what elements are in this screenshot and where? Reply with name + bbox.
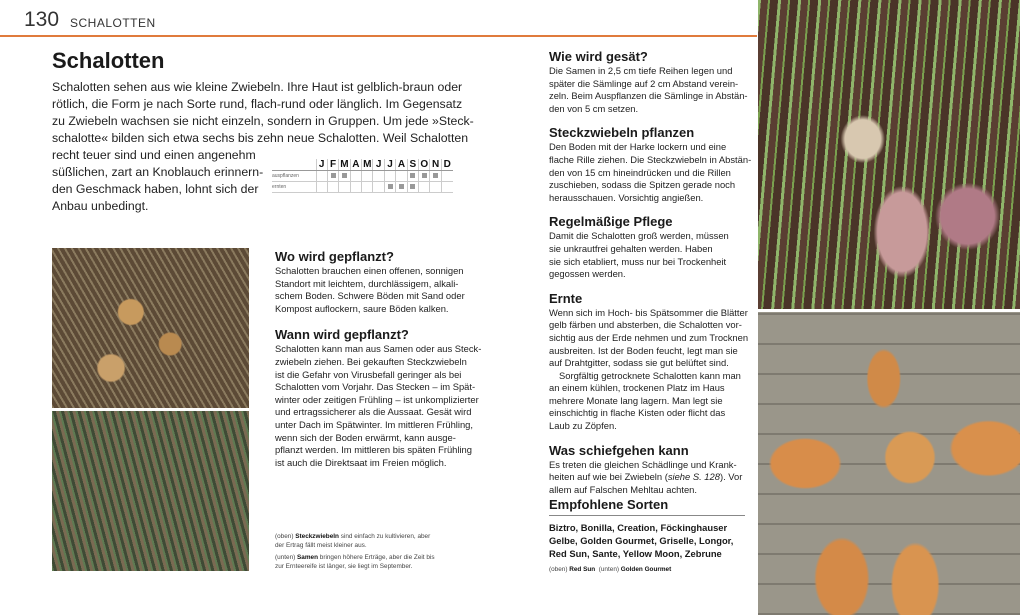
variety-line: Biztro, Bonilla, Creation, Föckinghauser: [549, 522, 728, 533]
caption-variety: Red Sun: [569, 566, 596, 573]
intro-line: den Geschmack haben, lohnt sich der: [52, 182, 259, 196]
calendar-mark: [433, 173, 438, 178]
calendar-cell: [419, 182, 430, 193]
caption: (unten) Samen bringen höhere Erträge, aber die Zeit bis zur Ernteereife ist länger, sie liegt im September.: [275, 554, 435, 570]
calendar-cell: [339, 182, 350, 193]
calendar-cell: [362, 171, 373, 182]
body-line: ausbreiten. Ist der Boden feucht, legt man sie: [549, 344, 738, 356]
body-line: mehrere Monate lang lagern. Man legt sie: [549, 394, 723, 406]
body-line: unter Dach im Spätwinter. Im mittleren Frühling,: [275, 418, 473, 430]
section-body: [275, 343, 482, 469]
calendar-cell: [407, 171, 418, 182]
section: [275, 327, 482, 469]
body-line: später die Sämlinge auf 2 cm Abstand verein-: [549, 77, 739, 89]
photo-golden-gourmet: [758, 312, 1020, 615]
body-line: den von 15 cm hineindrücken und die Rillen: [549, 166, 731, 178]
intro-line: zu Zwiebeln wachsen sie nicht einzeln, sondern in Gruppen. Um jede »Steck-: [52, 114, 474, 128]
calendar-mark: [410, 184, 415, 189]
body-line: heiten auf wie bei Zwiebeln (siehe S. 128). Vor: [549, 471, 743, 483]
body-line: den von 5 cm setzen.: [549, 102, 639, 114]
calendar-cell: [350, 171, 361, 182]
body-line: Schalotten vom Vorjahr. Das Stecken – im Spät-: [275, 381, 476, 393]
body-line: zeln. Beim Auspflanzen die Sämlinge in Abstän-: [549, 90, 748, 102]
caption: (oben) Steckzwiebeln sind einfach zu kultivieren, aber der Ertrag fällt meist kleiner aus.: [275, 533, 431, 549]
calendar-cell: [327, 182, 338, 193]
body-line: schem Boden. Schwere Böden mit Sand oder: [275, 290, 465, 302]
photo-samen: [52, 411, 249, 571]
calendar-cell: [316, 171, 327, 182]
right-column: [549, 49, 752, 506]
calendar-month: F: [327, 159, 338, 171]
photo-steckzwiebeln: [52, 248, 249, 408]
body-line: Es treten die gleichen Schädlinge und Krank-: [549, 458, 737, 470]
body-line: gelb färben und absterben, die Schalotten vor-: [549, 319, 742, 331]
body-line: Laub zu Zöpfen.: [549, 420, 617, 432]
calendar-cell: [407, 182, 418, 193]
calendar-month: J: [316, 159, 327, 171]
calendar-corner: [272, 159, 316, 171]
body-line: wenn sich der Boden erwärmt, kann ausge-: [275, 431, 456, 443]
section-heading: Steckzwiebeln pflanzen: [549, 125, 695, 141]
section: [275, 249, 475, 315]
body-line: auf Drahtgitter, sodass sie gut belüftet sind.: [549, 357, 729, 369]
section-heading: Was schiefgehen kann: [549, 442, 689, 458]
section-heading: Ernte: [549, 290, 583, 306]
body-line: zuschieben, sodass die Spitzen gerade noch: [549, 179, 736, 191]
section-heading: Regelmäßige Pflege: [549, 214, 673, 230]
calendar-cell: [441, 182, 452, 193]
varieties-heading: Empfohlene Sorten: [549, 497, 669, 512]
calendar-cell: [362, 182, 373, 193]
section-body: [275, 265, 475, 315]
page-title: Schalotten: [52, 48, 165, 73]
calendar-cell: [430, 171, 441, 182]
calendar-cell: [339, 171, 350, 182]
calendar-cell: [373, 171, 384, 182]
section-body: [549, 459, 749, 497]
caption-variety: Golden Gourmet: [620, 566, 672, 573]
calendar-month: M: [340, 159, 349, 170]
calendar-cell: [419, 171, 430, 182]
calendar-row-label: ernten: [272, 182, 316, 193]
section: [549, 125, 752, 204]
intro-line: Anbau unbedingt.: [52, 199, 149, 213]
body-line: Sorgfältig getrocknete Schalotten kann man: [559, 369, 741, 381]
calendar-month: S: [407, 159, 418, 171]
section: [549, 214, 749, 280]
body-line: an einem kühlen, trockenen Platz im Haus: [549, 382, 725, 394]
varieties-box: [549, 497, 745, 575]
calendar-cell: [384, 182, 395, 193]
calendar-month: J: [373, 159, 384, 171]
body-line: pflanzt werden. Im mittleren bis späten Frühling: [275, 444, 472, 456]
section-body: [549, 230, 749, 280]
section: [549, 443, 749, 497]
calendar-month: J: [384, 159, 395, 171]
body-line: Kompost auflockern, saure Böden kalken.: [275, 302, 449, 314]
section: [549, 49, 749, 115]
caption-bold: Steckzwiebeln: [295, 533, 339, 540]
intro-line: rötlich, die Form je nach Sorte rund, flach-rund oder länglich. Im Gegensatz: [52, 97, 463, 111]
calendar-table: [272, 159, 453, 193]
varieties-list: [549, 521, 745, 560]
section-body: [549, 307, 749, 433]
intro-line: Schalotten sehen aus wie kleine Zwiebeln. Ihre Haut ist gelblich-braun oder: [52, 80, 463, 94]
calendar-month: M: [363, 159, 372, 170]
intro-line: süßlichen, zart an Knoblauch erinnern-: [52, 165, 264, 179]
section-body: [549, 65, 749, 115]
calendar-cell: [441, 171, 452, 182]
calendar-mark: [422, 173, 427, 178]
calendar-month: D: [441, 159, 452, 171]
calendar-cell: [316, 182, 327, 193]
section: [549, 291, 749, 433]
calendar-mark: [331, 173, 336, 178]
body-line: und ertragssicherer als die Aussaat. Gesät wird: [275, 406, 472, 418]
calendar-mark: [342, 173, 347, 178]
caption-pos: (oben): [549, 566, 568, 573]
body-line: Den Boden mit der Harke lockern und eine: [549, 141, 727, 153]
body-line: zwiebeln ziehen. Bei gekauften Steckzwiebeln: [275, 355, 467, 367]
variety-line: Red Sun, Sante, Yellow Moon, Zebrune: [549, 548, 722, 559]
calendar-cell: [396, 171, 407, 182]
body-line: Wenn sich im Hoch- bis Spätsommer die Blätter: [549, 306, 748, 318]
calendar-cell: [384, 171, 395, 182]
body-line: einschichtig in flache Kisten oder flicht das: [549, 407, 726, 419]
section-heading: Wie wird gesät?: [549, 49, 648, 64]
calendar-mark: [410, 173, 415, 178]
body-line: allem auf Falschen Mehltau achten.: [549, 483, 697, 495]
photo-red-sun: [758, 0, 1020, 309]
body-line: Schalotten brauchen einen offenen, sonnigen: [275, 265, 464, 276]
calendar-month: O: [420, 159, 429, 170]
header-rule: [0, 35, 757, 37]
section-body: [549, 141, 752, 204]
body-line: ist die Gefahr von Virusbefall geringer als bei: [275, 368, 462, 380]
calendar-row-label: auspflanzen: [272, 171, 316, 182]
body-line: sichtig aus der Erde nehmen und zum Trocknen: [549, 331, 749, 343]
variety-line: Gelbe, Golden Gourmet, Griselle, Longor,: [549, 535, 734, 546]
body-line: sie unkrautfrei gehalten werden. Haben: [549, 242, 713, 254]
body-line: Damit die Schalotten groß werden, müssen: [549, 230, 729, 242]
calendar-cell: [430, 182, 441, 193]
calendar-mark: [399, 184, 404, 189]
body-line: gegossen werden.: [549, 268, 626, 280]
calendar-cell: [373, 182, 384, 193]
body-line: sie sich etabliert, muss nur bei Trockenheit: [549, 255, 727, 267]
caption-bold: Samen: [297, 554, 318, 561]
calendar-mark: [388, 184, 393, 189]
intro-text: [52, 79, 474, 215]
body-line: winter oder zeitigen Frühling – ist unkomplizierter: [275, 393, 479, 405]
body-line: herausschauen. Vorsichtig angießen.: [549, 191, 704, 203]
photo-captions-right: [549, 566, 745, 575]
body-line: ist auch die Direktsaat im Freien möglich.: [275, 456, 447, 468]
calendar-month: N: [430, 159, 441, 171]
body-line: Schalotten kann man aus Samen oder aus Steck-: [275, 343, 482, 355]
body-line: flache Rille ziehen. Die Steckzwiebeln in Abstän-: [549, 153, 752, 165]
mid-column: [275, 249, 482, 479]
page-number: 130: [24, 8, 60, 31]
calendar-month: A: [350, 159, 361, 171]
section-heading: Wann wird gepflanzt?: [275, 327, 409, 343]
calendar-cell: [327, 171, 338, 182]
caption-pos: (unten): [598, 566, 619, 573]
body-line: Die Samen in 2,5 cm tiefe Reihen legen und: [549, 65, 733, 76]
section-heading: Wo wird gepflanzt?: [275, 249, 394, 264]
intro-line: recht teuer sind und einen angenehm: [52, 148, 256, 162]
calendar-month: A: [396, 159, 407, 171]
calendar-cell: [396, 182, 407, 193]
cross-reference: siehe S. 128: [667, 471, 720, 483]
body-line: Standort mit leichtem, durchlässigem, alkali-: [275, 277, 459, 289]
intro-line: schalotte« bilden sich etwa sechs bis zehn neue Schalotten. Weil Schalotten: [52, 131, 469, 145]
calendar-cell: [350, 182, 361, 193]
photo-captions-left: [275, 533, 435, 575]
running-header: SCHALOTTEN: [70, 16, 156, 30]
